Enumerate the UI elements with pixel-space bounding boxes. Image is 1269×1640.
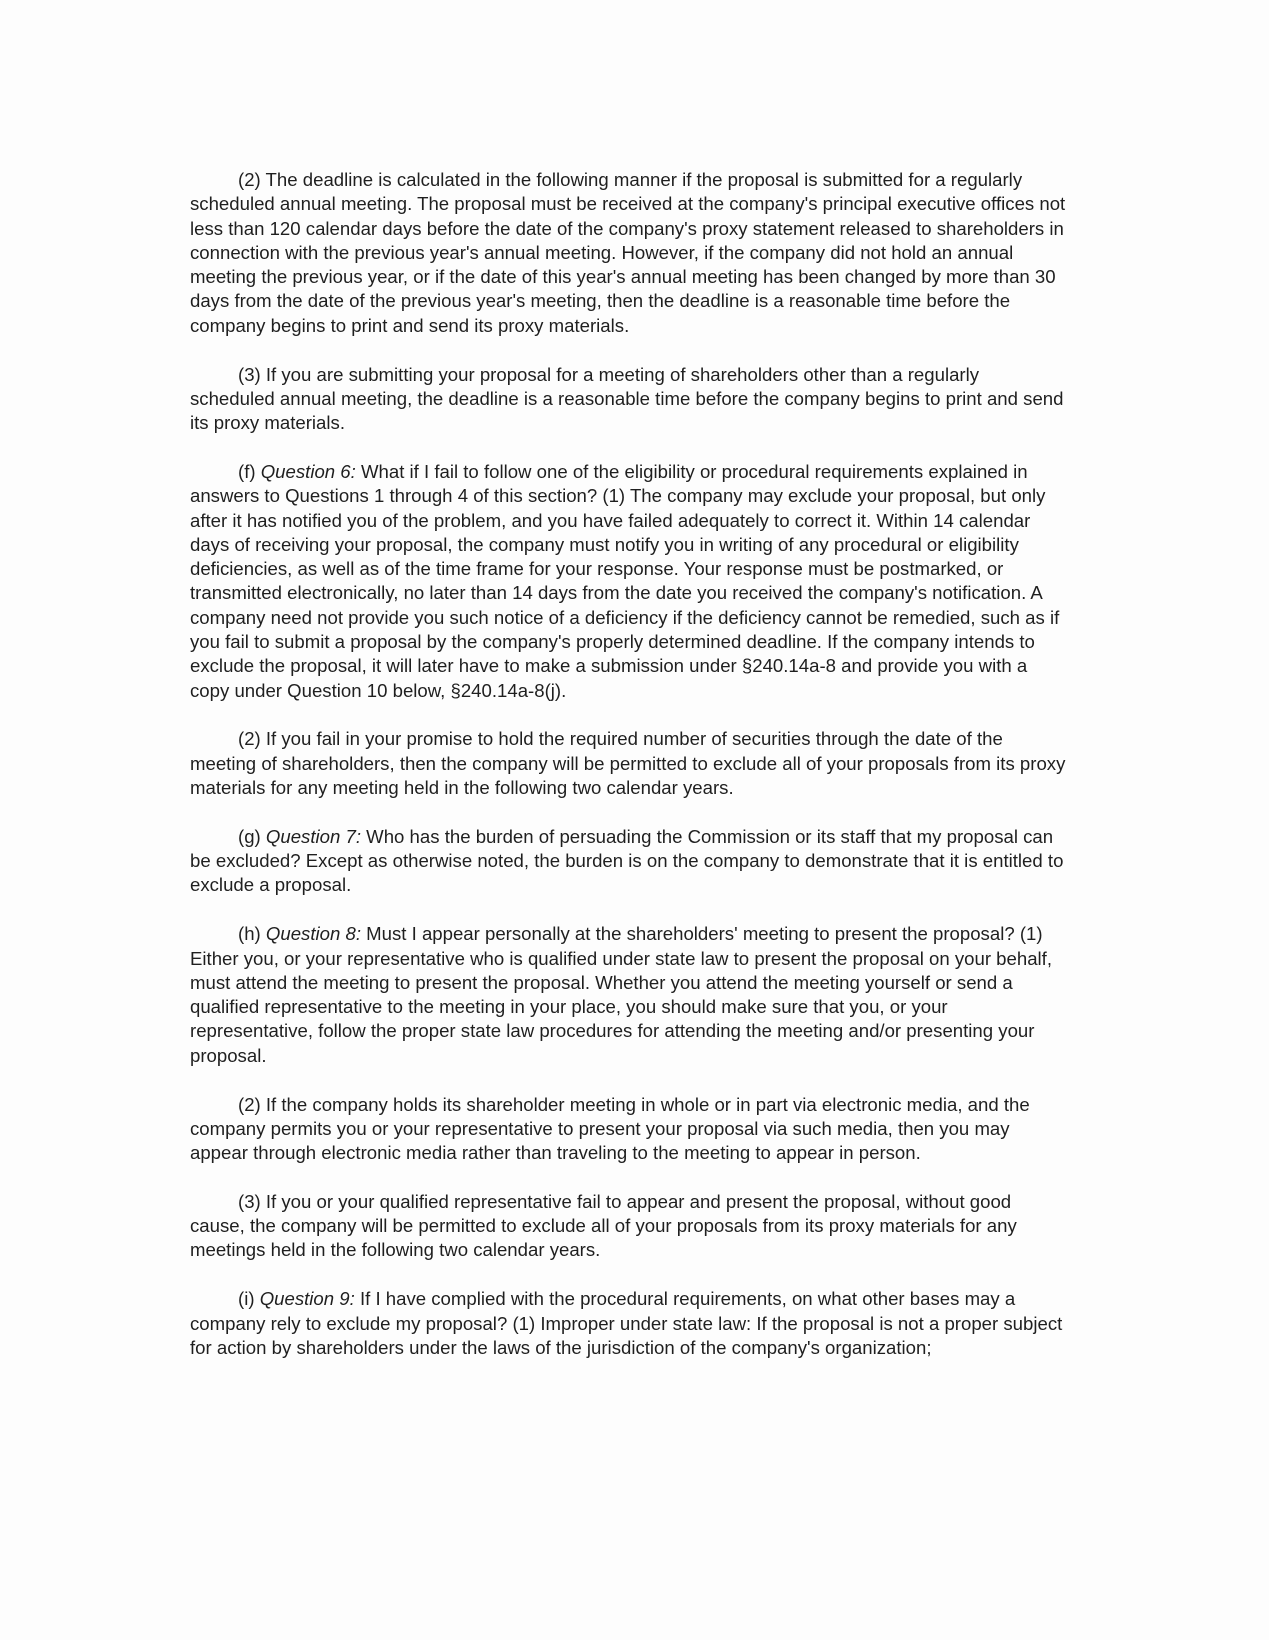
paragraph-i <box>190 1287 1068 1360</box>
paragraph-h2 <box>190 1093 1068 1166</box>
paragraph-text: (2) If you fail in your promise to hold the required number of securities through the date of the meeting of shareholders, then the company will be permitted to exclude all of your proposals from its proxy materials for any meeting held in the following two calendar years. <box>190 728 1066 799</box>
question-label: Question 9: <box>259 1288 355 1310</box>
paragraph-text: (3) If you or your qualified representative fail to appear and present the proposal, without good cause, the company will be permitted to exclude all of your proposals from its proxy materials for any meetings held in the following two calendar years. <box>190 1190 1017 1261</box>
paragraph-e3 <box>190 363 1068 436</box>
paragraph-h <box>190 922 1068 1068</box>
paragraph-f <box>190 460 1068 703</box>
paragraph-e2 <box>190 168 1068 338</box>
paragraph-text: (h) <box>238 923 266 945</box>
question-label: Question 8: <box>265 923 361 945</box>
paragraph-text: (f) <box>238 460 261 482</box>
paragraph-text: (g) <box>238 825 266 847</box>
paragraph-g <box>190 825 1068 898</box>
paragraph-h3 <box>190 1190 1068 1263</box>
paragraph-text: Who has the burden of persuading the Commission or its staff that my proposal can be excluded? Except as otherwise noted, the burden is on the company to demonstrate that it is entitled to exclude a proposal. <box>190 825 1064 896</box>
paragraph-text: (2) The deadline is calculated in the following manner if the proposal is submitted for a regularly scheduled annual meeting. The proposal must be received at the company's principal executive offices not less than 120 calendar days before the date of the company's proxy statement released to shareholders in connection with the previous year's annual meeting. However, if the company did not hold an annual meeting the previous year, or if the date of this year's annual meeting has been changed by more than 30 days from the date of the previous year's meeting, then the deadline is a reasonable time before the company begins to print and send its proxy materials. <box>190 169 1066 336</box>
paragraph-text: What if I fail to follow one of the eligibility or procedural requirements explained in answers to Questions 1 through 4 of this section? (1) The company may exclude your proposal, but only after it has notified you of the problem, and you have failed adequately to correct it. Within 14 calendar days of receiving your proposal, the company must notify you in writing of any procedural or eligibility deficiencies, as well as of the time frame for your response. Your response must be postmarked, or transmitted electronically, no later than 14 days from the date you received the company's notification. A company need not provide you such notice of a deficiency if the deficiency cannot be remedied, such as if you fail to submit a proposal by the company's properly determined deadline. If the company intends to exclude the proposal, it will later have to make a submission under §240.14a-8 and provide you with a copy under Question 10 below, §240.14a-8(j). <box>190 460 1060 701</box>
document-body <box>190 168 1068 1385</box>
paragraph-text: (i) <box>238 1288 260 1310</box>
paragraph-text: If I have complied with the procedural requirements, on what other bases may a company rely to exclude my proposal? (1) Improper under state law: If the proposal is not a proper subject for action by shareholders under the laws of the jurisdiction of the company's organization; <box>190 1288 1063 1358</box>
paragraph-text: (3) If you are submitting your proposal for a meeting of shareholders other than a regularly scheduled annual meeting, the deadline is a reasonable time before the company begins to print and send its proxy materials. <box>190 363 1064 434</box>
question-label: Question 7: <box>265 825 361 847</box>
question-label: Question 6: <box>260 460 356 482</box>
paragraph-text: Must I appear personally at the shareholders' meeting to present the proposal? (1) Either you, or your representative who is qualified under state law to present the proposal on your behalf, must attend the meeting to present the proposal. Whether you attend the meeting yourself or send a qualified representative to the meeting in your place, you should make sure that you, or your representative, follow the proper state law procedures for attending the meeting and/or presenting your proposal. <box>190 923 1053 1066</box>
paragraph-f2 <box>190 727 1068 800</box>
paragraph-text: (2) If the company holds its shareholder meeting in whole or in part via electronic media, and the company permits you or your representative to present your proposal via such media, then you may appear through electronic media rather than traveling to the meeting to appear in person. <box>190 1093 1030 1164</box>
